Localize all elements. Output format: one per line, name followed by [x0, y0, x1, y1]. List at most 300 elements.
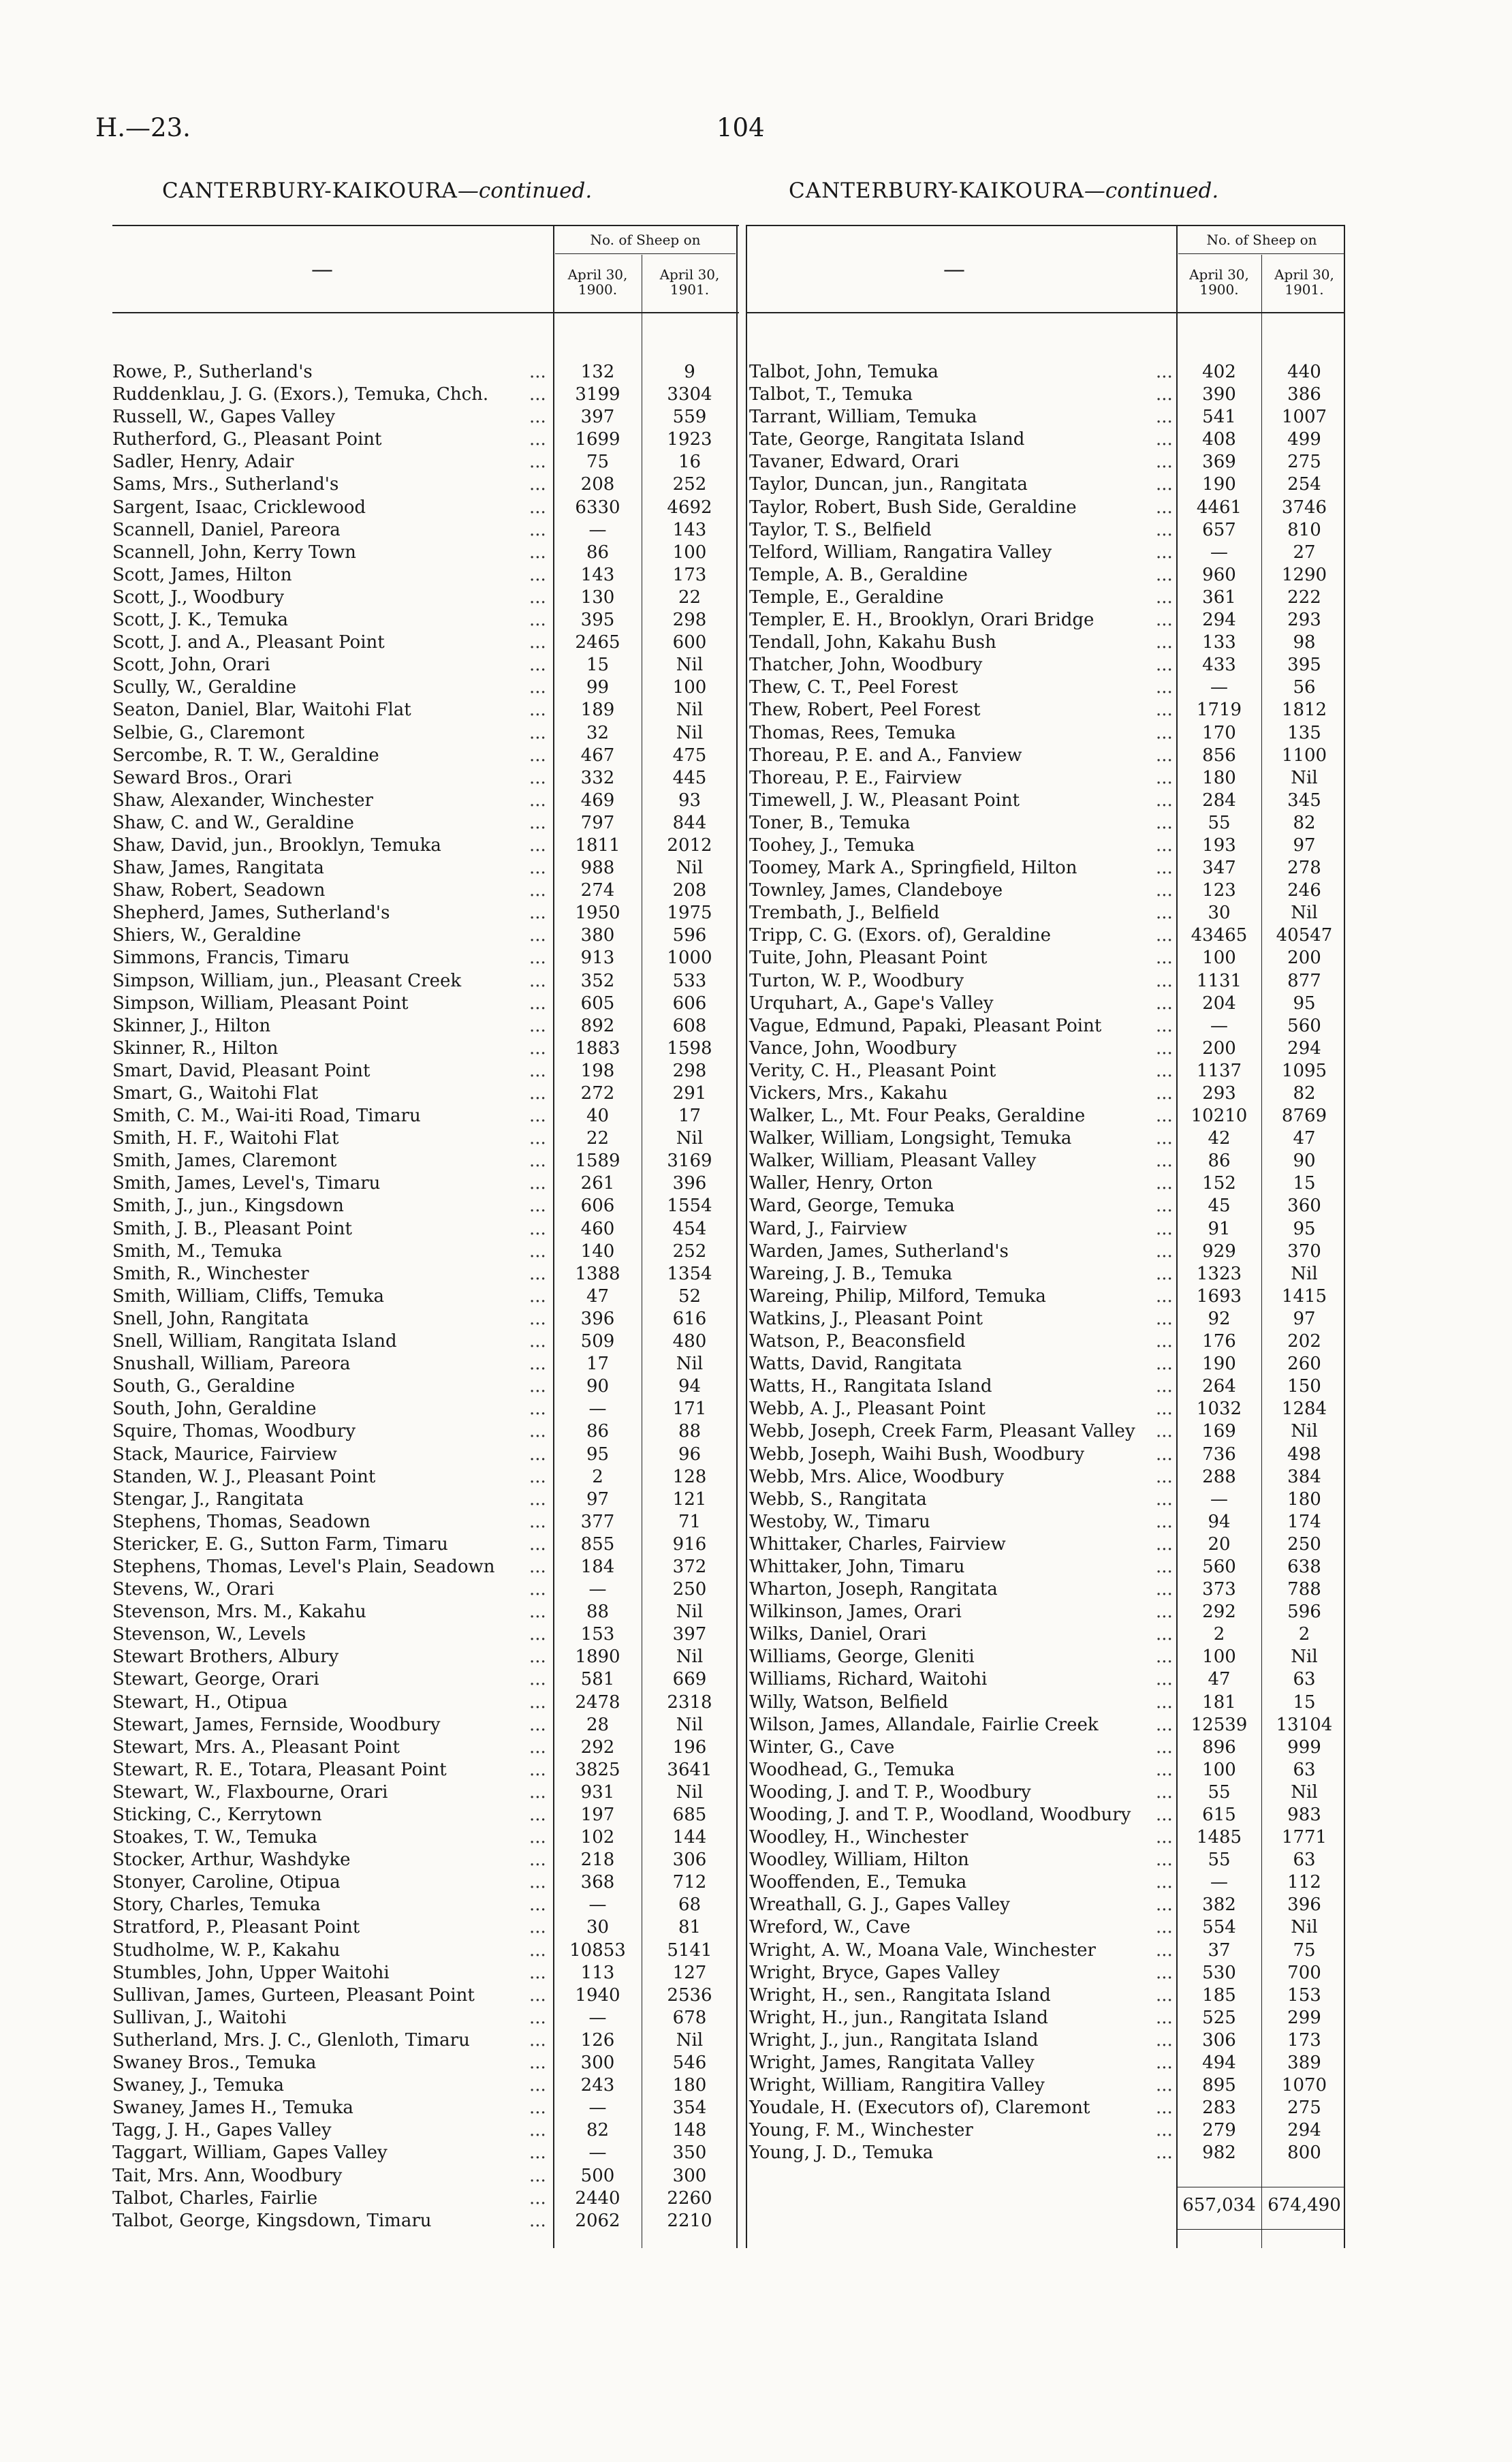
- row-name: Scott, J., Woodbury: [112, 587, 285, 608]
- row-value-1901: 800: [1287, 2142, 1321, 2164]
- row-value-1901: 13104: [1276, 1714, 1333, 1735]
- table-row: [746, 1916, 1345, 1939]
- row-value-1901: 98: [1293, 632, 1316, 653]
- row-value-1900: 2: [592, 1466, 603, 1487]
- row-leader-dots: ...: [1156, 2142, 1173, 2164]
- row-value-1901: 306: [672, 1850, 707, 1871]
- row-value-1900: 1032: [1196, 1399, 1242, 1420]
- row-value-1900: 560: [1202, 1556, 1236, 1577]
- row-value-1900: —: [1210, 542, 1228, 563]
- table-row: [746, 451, 1345, 473]
- row-value-1901: 2318: [667, 1692, 712, 1713]
- row-leader-dots: ...: [529, 2187, 546, 2209]
- row-leader-dots: ...: [1156, 1917, 1173, 1938]
- row-name: Tendall, John, Kakahu Bush: [749, 632, 996, 653]
- row-value-1900: 1131: [1196, 970, 1242, 991]
- row-value-1901: 112: [1287, 1872, 1321, 1893]
- row-value-1900: 88: [586, 1602, 610, 1623]
- row-value-1900: 130: [580, 587, 615, 608]
- row-leader-dots: ...: [1156, 1624, 1173, 1645]
- table-row: [746, 835, 1345, 857]
- row-leader-dots: ...: [1156, 1984, 1173, 2006]
- row-value-1900: 274: [580, 880, 615, 901]
- row-leader-dots: ...: [1156, 519, 1173, 540]
- row-value-1900: 2440: [575, 2187, 620, 2209]
- row-value-1901: 174: [1287, 1511, 1321, 1532]
- table-row: [112, 632, 739, 654]
- table-row: [746, 473, 1345, 496]
- row-value-1900: 1137: [1196, 1060, 1242, 1081]
- row-leader-dots: ...: [529, 587, 546, 608]
- row-leader-dots: ...: [1156, 1331, 1173, 1352]
- row-value-1900: 10210: [1191, 1106, 1248, 1127]
- row-name: Wright, H., sen., Rangitata Island: [749, 1984, 1051, 2006]
- row-leader-dots: ...: [1156, 497, 1173, 518]
- row-leader-dots: ...: [529, 2098, 546, 2119]
- row-value-1901: 386: [1287, 384, 1321, 405]
- row-value-1900: 12539: [1191, 1714, 1248, 1735]
- table-row: [112, 473, 739, 496]
- row-value-1900: 180: [1202, 767, 1236, 788]
- row-leader-dots: ...: [529, 1714, 546, 1735]
- row-value-1900: 373: [1202, 1579, 1236, 1600]
- table-row: [746, 1420, 1345, 1443]
- header-dash: —: [943, 256, 965, 282]
- row-value-1901: 68: [678, 1895, 702, 1916]
- row-value-1900: 133: [1202, 632, 1236, 653]
- table-row: [112, 1082, 739, 1105]
- row-value-1901: 75: [1293, 1939, 1316, 1961]
- row-value-1900: 100: [1202, 1759, 1236, 1780]
- row-leader-dots: ...: [1156, 1399, 1173, 1420]
- row-name: Shaw, C. and W., Geraldine: [112, 812, 354, 833]
- row-leader-dots: ...: [529, 1083, 546, 1104]
- row-name: Watts, David, Rangitata: [749, 1354, 962, 1375]
- row-name: Webb, Mrs. Alice, Woodbury: [749, 1466, 1005, 1487]
- row-leader-dots: ...: [1156, 2053, 1173, 2074]
- row-value-1900: 279: [1202, 2120, 1236, 2141]
- row-name: Wilson, James, Allandale, Fairlie Creek: [749, 1714, 1099, 1735]
- row-leader-dots: ...: [529, 407, 546, 428]
- row-value-1900: 113: [580, 1962, 615, 1983]
- row-name: Talbot, T., Temuka: [749, 384, 913, 405]
- row-leader-dots: ...: [529, 632, 546, 653]
- row-value-1901: Nil: [676, 1781, 704, 1803]
- table-row: [112, 1420, 739, 1443]
- row-value-1900: 581: [580, 1669, 615, 1690]
- row-name: Tuite, John, Pleasant Point: [749, 948, 988, 969]
- row-name: Stonyer, Caroline, Otipua: [112, 1872, 341, 1893]
- row-value-1900: 261: [580, 1173, 615, 1194]
- row-name: Stewart, H., Otipua: [112, 1692, 288, 1713]
- table-row: [746, 1195, 1345, 1217]
- row-value-1900: 615: [1202, 1805, 1236, 1825]
- row-value-1901: Nil: [676, 722, 704, 743]
- row-value-1900: —: [588, 2142, 607, 2164]
- row-value-1901: 71: [678, 1511, 702, 1532]
- row-name: Shepherd, James, Sutherland's: [112, 903, 390, 924]
- table-row: [746, 1060, 1345, 1082]
- row-value-1900: 55: [1208, 1850, 1231, 1871]
- row-value-1901: 200: [1287, 948, 1321, 969]
- row-value-1901: 180: [1287, 1489, 1321, 1510]
- row-leader-dots: ...: [1156, 1489, 1173, 1510]
- row-value-1901: 95: [1293, 993, 1316, 1014]
- row-name: Tait, Mrs. Ann, Woodbury: [112, 2165, 343, 2186]
- row-value-1900: 272: [580, 1083, 615, 1104]
- row-name: Rutherford, G., Pleasant Point: [112, 429, 382, 450]
- table-row: [112, 1556, 739, 1578]
- row-leader-dots: ...: [1156, 1241, 1173, 1262]
- table-row: [112, 902, 739, 924]
- row-value-1901: 275: [1287, 2098, 1321, 2119]
- table-row: [746, 1601, 1345, 1623]
- row-leader-dots: ...: [529, 1218, 546, 1239]
- row-value-1900: 75: [586, 452, 610, 473]
- row-name: Webb, S., Rangitata: [749, 1489, 927, 1510]
- table-row: [112, 1444, 739, 1466]
- row-value-1900: 169: [1202, 1421, 1236, 1442]
- row-value-1900: 1699: [575, 429, 620, 450]
- table-row: [112, 2052, 739, 2074]
- row-name: Wooding, J. and T. P., Woodbury: [749, 1781, 1031, 1803]
- row-leader-dots: ...: [529, 1781, 546, 1803]
- row-value-1901: 171: [672, 1399, 707, 1420]
- header-bottom-rule: [746, 312, 1345, 313]
- row-value-1900: 2478: [575, 1692, 620, 1713]
- row-value-1901: 222: [1287, 587, 1321, 608]
- row-value-1901: 275: [1287, 452, 1321, 473]
- row-name: Tavaner, Edward, Orari: [749, 452, 960, 473]
- table-row: [112, 924, 739, 947]
- row-value-1900: 1693: [1196, 1285, 1242, 1307]
- row-name: Tarrant, William, Temuka: [749, 407, 977, 428]
- row-value-1901: 95: [1293, 1218, 1316, 1239]
- row-leader-dots: ...: [529, 1556, 546, 1577]
- row-value-1900: 45: [1208, 1196, 1231, 1217]
- row-value-1901: 128: [672, 1466, 707, 1487]
- row-value-1900: 2062: [575, 2210, 620, 2231]
- table-row: [746, 745, 1345, 767]
- row-name: Squire, Thomas, Woodbury: [112, 1421, 356, 1442]
- row-leader-dots: ...: [529, 1376, 546, 1397]
- table-row: [112, 1127, 739, 1150]
- row-value-1901: 100: [672, 677, 707, 698]
- row-value-1901: 440: [1287, 362, 1321, 382]
- row-leader-dots: ...: [529, 1736, 546, 1758]
- row-value-1901: 370: [1287, 1241, 1321, 1262]
- table-row: [746, 1781, 1345, 1804]
- row-value-1900: 369: [1202, 452, 1236, 473]
- row-value-1901: 15: [1293, 1692, 1316, 1713]
- row-value-1901: 5141: [667, 1939, 712, 1961]
- row-leader-dots: ...: [529, 925, 546, 946]
- row-value-1901: 616: [672, 1308, 707, 1329]
- table-row: [746, 879, 1345, 902]
- row-value-1900: 95: [586, 1444, 610, 1465]
- row-leader-dots: ...: [1156, 362, 1173, 382]
- row-value-1900: 189: [580, 700, 615, 721]
- row-leader-dots: ...: [529, 1331, 546, 1352]
- row-value-1901: 17: [678, 1106, 702, 1127]
- row-leader-dots: ...: [529, 767, 546, 788]
- table-row: [112, 519, 739, 542]
- row-leader-dots: ...: [1156, 1827, 1173, 1848]
- row-leader-dots: ...: [529, 1015, 546, 1036]
- row-value-1901: 1095: [1281, 1060, 1327, 1081]
- row-value-1900: 332: [580, 767, 615, 788]
- row-name: Wooffenden, E., Temuka: [749, 1872, 967, 1893]
- table-row: [746, 1646, 1345, 1668]
- row-leader-dots: ...: [529, 2120, 546, 2141]
- row-value-1901: 143: [672, 519, 707, 540]
- row-value-1900: 170: [1202, 722, 1236, 743]
- page-number: 104: [716, 113, 765, 142]
- left-table: [112, 225, 739, 2248]
- row-value-1900: 1589: [575, 1151, 620, 1172]
- row-leader-dots: ...: [529, 497, 546, 518]
- row-value-1900: 94: [1208, 1511, 1231, 1532]
- row-name: Wright, James, Rangitata Valley: [749, 2053, 1035, 2074]
- table-row: [112, 1849, 739, 1871]
- table-row: [746, 1939, 1345, 1962]
- header-group-label: No. of Sheep on: [590, 232, 701, 248]
- row-leader-dots: ...: [1156, 1106, 1173, 1127]
- row-leader-dots: ...: [1156, 1850, 1173, 1871]
- row-leader-dots: ...: [529, 564, 546, 585]
- row-value-1901: 712: [672, 1872, 707, 1893]
- row-name: Snushall, William, Pareora: [112, 1354, 351, 1375]
- table-row: [112, 2165, 739, 2187]
- header-col-1901: April 30, 1901.: [659, 266, 720, 298]
- row-value-1901: 196: [672, 1736, 707, 1758]
- header-bottom-rule: [112, 312, 739, 313]
- total-1900: 657,034: [1182, 2195, 1256, 2215]
- row-leader-dots: ...: [1156, 1692, 1173, 1713]
- table-row: [112, 947, 739, 969]
- row-name: Stengar, J., Rangitata: [112, 1489, 304, 1510]
- row-value-1900: 380: [580, 925, 615, 946]
- row-value-1901: Nil: [1291, 1781, 1318, 1803]
- row-leader-dots: ...: [1156, 1805, 1173, 1825]
- row-leader-dots: ...: [529, 1669, 546, 1690]
- table-row: [112, 1353, 739, 1375]
- row-value-1900: 352: [580, 970, 615, 991]
- row-leader-dots: ...: [529, 745, 546, 766]
- row-leader-dots: ...: [1156, 1647, 1173, 1668]
- row-value-1901: 252: [672, 1241, 707, 1262]
- row-value-1900: 982: [1202, 2142, 1236, 2164]
- table-row: [112, 1150, 739, 1172]
- row-name: Youdale, H. (Executors of), Claremont: [749, 2098, 1090, 2119]
- row-leader-dots: ...: [529, 790, 546, 811]
- row-name: Stephens, Thomas, Seadown: [112, 1511, 371, 1532]
- row-name: Toohey, J., Temuka: [749, 835, 915, 856]
- row-name: Young, F. M., Winchester: [749, 2120, 973, 2141]
- row-value-1900: 856: [1202, 745, 1236, 766]
- row-value-1900: 500: [580, 2165, 615, 2186]
- row-name: Smith, J., jun., Kingsdown: [112, 1196, 344, 1217]
- row-value-1900: 86: [586, 542, 610, 563]
- row-value-1900: 197: [580, 1805, 615, 1825]
- row-leader-dots: ...: [1156, 903, 1173, 924]
- row-leader-dots: ...: [1156, 1602, 1173, 1623]
- row-value-1900: 15: [586, 655, 610, 676]
- row-name: Stocker, Arthur, Washdyke: [112, 1850, 351, 1871]
- table-row: [746, 924, 1345, 947]
- row-name: Sullivan, J., Waitohi: [112, 2007, 287, 2028]
- row-name: Talbot, Charles, Fairlie: [112, 2187, 318, 2209]
- row-value-1900: 460: [580, 1218, 615, 1239]
- row-name: Scott, J. K., Temuka: [112, 610, 288, 631]
- row-value-1901: 294: [1287, 2120, 1321, 2141]
- row-leader-dots: ...: [1156, 970, 1173, 991]
- row-name: Watson, P., Beaconsfield: [749, 1331, 966, 1352]
- row-value-1900: 200: [1202, 1038, 1236, 1059]
- table-row: [112, 835, 739, 857]
- table-row: [746, 1623, 1345, 1646]
- row-value-1900: 855: [580, 1533, 615, 1555]
- row-value-1900: 176: [1202, 1331, 1236, 1352]
- row-value-1900: 284: [1202, 790, 1236, 811]
- row-value-1900: 554: [1202, 1917, 1236, 1938]
- row-value-1901: Nil: [676, 858, 704, 879]
- row-value-1900: 657: [1202, 519, 1236, 540]
- row-value-1901: Nil: [1291, 903, 1318, 924]
- table-row: [746, 857, 1345, 879]
- table-row: [746, 2029, 1345, 2052]
- row-name: Vickers, Mrs., Kakahu: [749, 1083, 948, 1104]
- row-value-1900: 55: [1208, 1781, 1231, 1803]
- table-row: [112, 1172, 739, 1195]
- row-value-1901: 94: [678, 1376, 702, 1397]
- row-name: Scannell, Daniel, Pareora: [112, 519, 341, 540]
- row-value-1900: 525: [1202, 2007, 1236, 2028]
- row-value-1901: 96: [678, 1444, 702, 1465]
- row-value-1901: 144: [672, 1827, 707, 1848]
- row-leader-dots: ...: [529, 542, 546, 563]
- row-name: Wright, H., jun., Rangitata Island: [749, 2007, 1048, 2028]
- row-name: South, G., Geraldine: [112, 1376, 296, 1397]
- row-value-1901: Nil: [676, 1647, 704, 1668]
- row-name: Walker, William, Pleasant Valley: [749, 1151, 1037, 1172]
- row-leader-dots: ...: [1156, 632, 1173, 653]
- header-group-label: No. of Sheep on: [1206, 232, 1317, 248]
- row-value-1901: 372: [672, 1556, 707, 1577]
- table-row: [112, 1759, 739, 1781]
- row-value-1900: 30: [1208, 903, 1231, 924]
- row-value-1901: 180: [672, 2075, 707, 2096]
- row-value-1900: —: [1210, 677, 1228, 698]
- row-name: Woodley, H., Winchester: [749, 1827, 968, 1848]
- row-leader-dots: ...: [1156, 1579, 1173, 1600]
- table-row: [112, 587, 739, 609]
- row-value-1900: 283: [1202, 2098, 1236, 2119]
- table-row: [746, 1736, 1345, 1759]
- row-name: Smith, M., Temuka: [112, 1241, 283, 1262]
- row-value-1900: 509: [580, 1331, 615, 1352]
- row-leader-dots: ...: [1156, 1308, 1173, 1329]
- table-row: [112, 1894, 739, 1916]
- row-value-1901: 445: [672, 767, 707, 788]
- row-name: Wreathall, G. J., Gapes Valley: [749, 1895, 1010, 1916]
- table-row: [746, 1285, 1345, 1308]
- row-name: Swaney, James H., Temuka: [112, 2098, 353, 2119]
- row-leader-dots: ...: [1156, 1038, 1173, 1059]
- row-name: Townley, James, Clandeboye: [749, 880, 1003, 901]
- row-value-1900: 288: [1202, 1466, 1236, 1487]
- row-name: Seward Bros., Orari: [112, 767, 292, 788]
- row-name: Sadler, Henry, Adair: [112, 452, 294, 473]
- row-name: Studholme, W. P., Kakahu: [112, 1939, 341, 1961]
- row-name: Smith, James, Level's, Timaru: [112, 1173, 381, 1194]
- row-value-1901: 1284: [1281, 1399, 1327, 1420]
- row-value-1901: 3641: [667, 1759, 712, 1780]
- row-name: Snell, William, Rangitata Island: [112, 1331, 397, 1352]
- row-name: Ruddenklau, J. G. (Exors.), Temuka, Chch.: [112, 384, 489, 405]
- row-value-1901: 40547: [1276, 925, 1333, 946]
- row-value-1901: 97: [1293, 835, 1316, 856]
- row-leader-dots: ...: [529, 452, 546, 473]
- row-leader-dots: ...: [529, 1038, 546, 1059]
- row-value-1900: 1719: [1196, 700, 1242, 721]
- row-value-1900: 1950: [575, 903, 620, 924]
- row-value-1900: —: [588, 2098, 607, 2119]
- row-value-1901: 100: [672, 542, 707, 563]
- section-title-left: [162, 178, 592, 203]
- row-name: Sams, Mrs., Sutherland's: [112, 474, 339, 495]
- row-value-1901: Nil: [676, 655, 704, 676]
- row-name: Temple, E., Geraldine: [749, 587, 944, 608]
- header-col-1900: April 30, 1900.: [567, 266, 628, 298]
- row-value-1901: 208: [672, 880, 707, 901]
- row-name: Simmons, Francis, Timaru: [112, 948, 350, 969]
- row-name: Stephens, Thomas, Level's Plain, Seadown: [112, 1556, 495, 1577]
- row-value-1900: 32: [586, 722, 610, 743]
- row-value-1900: 2465: [575, 632, 620, 653]
- row-leader-dots: ...: [1156, 948, 1173, 969]
- table-row: [746, 1038, 1345, 1060]
- table-row: [112, 2187, 739, 2210]
- row-leader-dots: ...: [529, 722, 546, 743]
- row-value-1901: 173: [672, 564, 707, 585]
- row-value-1900: 86: [586, 1421, 610, 1442]
- row-leader-dots: ...: [1156, 542, 1173, 563]
- row-value-1901: 700: [1287, 1962, 1321, 1983]
- row-leader-dots: ...: [1156, 655, 1173, 676]
- row-leader-dots: ...: [529, 1579, 546, 1600]
- table-row: [112, 2029, 739, 2052]
- table-row: [746, 1692, 1345, 1714]
- row-name: Telford, William, Rangatira Valley: [749, 542, 1052, 563]
- table-row: [746, 1984, 1345, 2007]
- table-row: [112, 676, 739, 699]
- row-value-1901: 1975: [667, 903, 712, 924]
- table-row: [112, 564, 739, 587]
- row-leader-dots: ...: [529, 1151, 546, 1172]
- row-leader-dots: ...: [529, 1647, 546, 1668]
- row-name: Walker, William, Longsight, Temuka: [749, 1128, 1072, 1149]
- table-row: [112, 1263, 739, 1285]
- table-row: [112, 654, 739, 676]
- row-name: Tate, George, Rangitata Island: [749, 429, 1025, 450]
- row-leader-dots: ...: [529, 2029, 546, 2051]
- row-value-1901: 396: [672, 1173, 707, 1194]
- row-leader-dots: ...: [529, 1962, 546, 1983]
- row-value-1900: 190: [1202, 474, 1236, 495]
- row-leader-dots: ...: [529, 1895, 546, 1916]
- section-title-suffix: —continued.: [1084, 178, 1219, 203]
